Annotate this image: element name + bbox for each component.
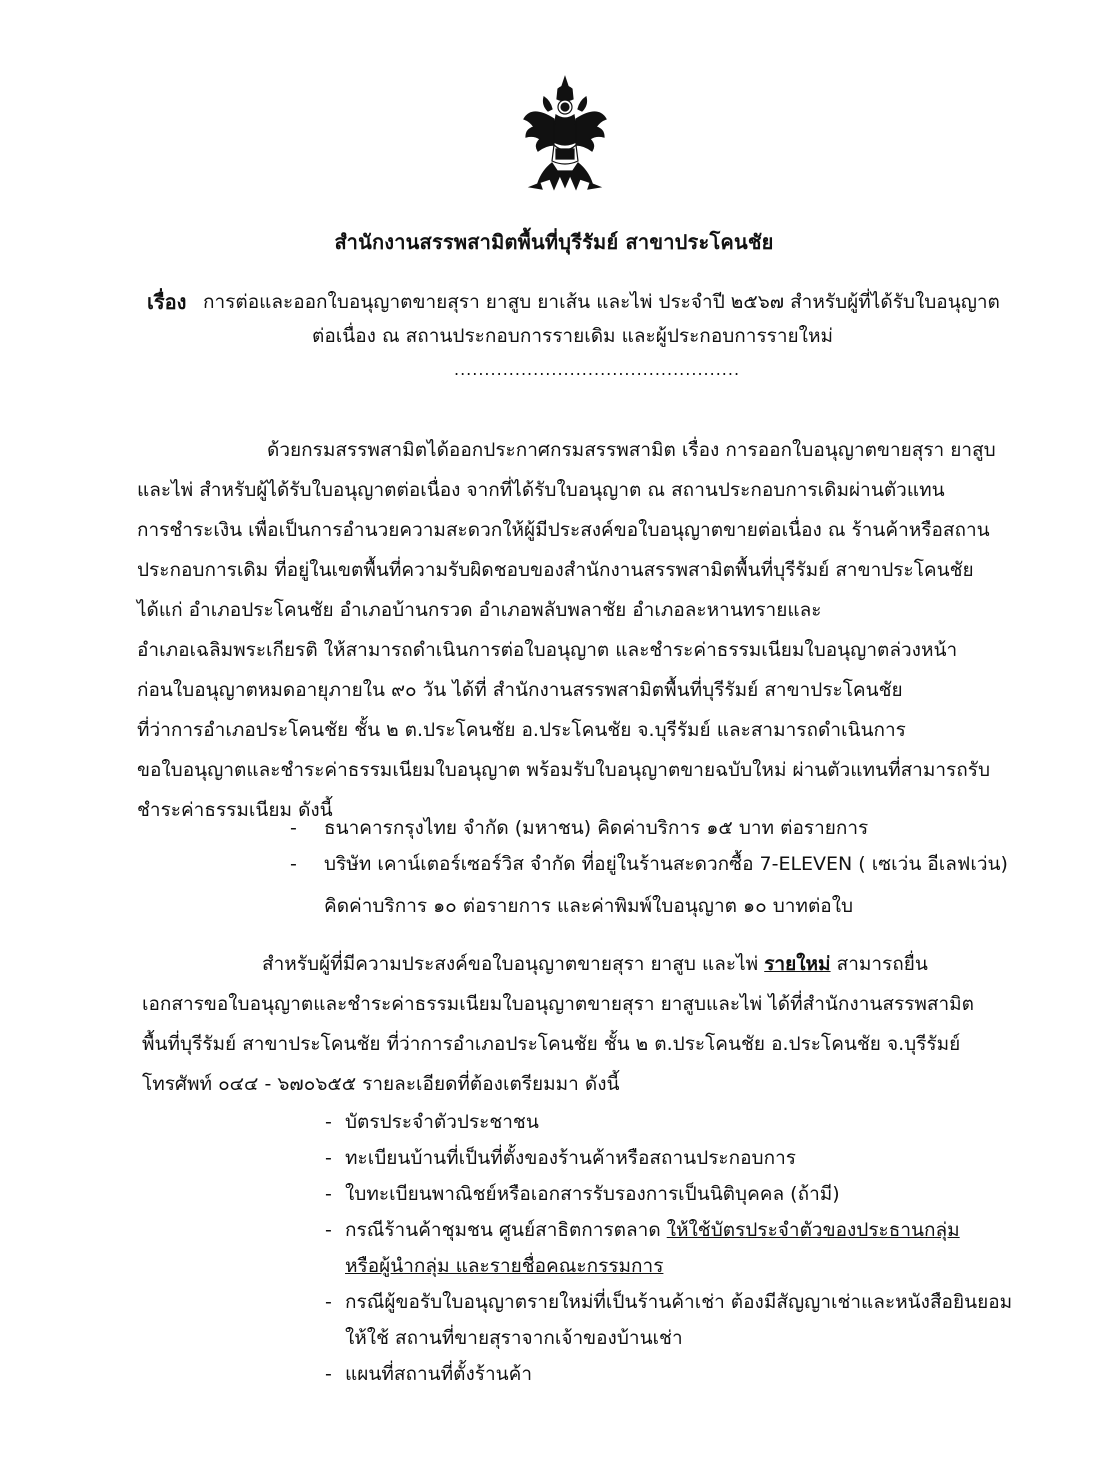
list-item bbox=[325, 1104, 1045, 1140]
paragraph-1-line: ก่อนใบอนุญาตหมดอายุภายใน ๙๐ วัน ได้ที่ สำนักงานสรรพสามิตพื้นที่บุรีรัมย์ สาขาประโคนชัย bbox=[137, 679, 903, 701]
new-applicant-emphasis: รายใหม่ bbox=[764, 953, 831, 975]
list-item-text: บัตรประจำตัวประชาชน bbox=[345, 1111, 539, 1133]
list-item bbox=[325, 1212, 1045, 1248]
paragraph-1-line: ได้แก่ อำเภอประโคนชัย อำเภอบ้านกรวด อำเภอพลับพลาชัย อำเภอละหานทรายและ bbox=[137, 599, 822, 621]
subject-line-1: การต่อและออกใบอนุญาตขายสุรา ยาสูบ ยาเส้น และไพ่ ประจำปี ๒๕๖๗ สำหรับผู้ที่ได้รับใบอนุญาต bbox=[203, 291, 1000, 313]
list-dash: - bbox=[290, 817, 297, 839]
list-item-text-underlined: ให้ใช้บัตรประจำตัวของประธานกลุ่ม bbox=[666, 1219, 960, 1241]
paragraph-1 bbox=[137, 430, 1027, 830]
list-item-text bbox=[345, 1212, 960, 1248]
list-item bbox=[325, 1140, 1045, 1176]
list-dash: - bbox=[325, 1219, 332, 1241]
paragraph-1-line: ที่ว่าการอำเภอประโคนชัย ชั้น ๒ ต.ประโคนชัย อ.ประโคนชัย จ.บุรีรัมย์ และสามารถดำเนินการ bbox=[137, 719, 906, 741]
list-dash: - bbox=[325, 1291, 332, 1313]
list-item-text-underlined: หรือผู้นำกลุ่ม และรายชื่อคณะกรรมการ bbox=[345, 1255, 664, 1277]
list-dash: - bbox=[290, 853, 297, 875]
list-item bbox=[290, 810, 1050, 846]
list-item-text: กรณีผู้ขอรับใบอนุญาตรายใหม่ที่เป็นร้านค้าเช่า ต้องมีสัญญาเช่าและหนังสือยินยอม bbox=[345, 1291, 1013, 1313]
paragraph-1-line: ด้วยกรมสรรพสามิตได้ออกประกาศกรมสรรพสามิต เรื่อง การออกใบอนุญาตขายสุรา ยาสูบ bbox=[267, 439, 996, 461]
garuda-emblem-icon bbox=[520, 75, 610, 193]
list-dash: - bbox=[325, 1111, 332, 1133]
separator: ............................................... bbox=[454, 360, 741, 379]
list-item-continuation: คิดค่าบริการ ๑๐ ต่อรายการ และค่าพิมพ์ใบอนุญาต ๑๐ บาทต่อใบ bbox=[324, 895, 854, 917]
required-documents-list bbox=[325, 1104, 1045, 1392]
list-item-text: บริษัท เคาน์เตอร์เซอร์วิส จำกัด ที่อยู่ในร้านสะดวกซื้อ 7-ELEVEN ( เซเว่น อีเลฟเว่น) bbox=[324, 853, 1008, 875]
list-item-text: แผนที่สถานที่ตั้งร้านค้า bbox=[345, 1363, 533, 1385]
list-item-continuation bbox=[325, 1248, 1045, 1284]
paragraph-1-line: ประกอบการเดิม ที่อยู่ในเขตพื้นที่ความรับผิดชอบของสำนักงานสรรพสามิตพื้นที่บุรีรัมย์ สาขาประโคนชัย bbox=[137, 559, 974, 581]
list-item-continuation: ให้ใช้ สถานที่ขายสุราจากเจ้าของบ้านเช่า bbox=[345, 1327, 683, 1349]
list-item-text: ธนาคารกรุงไทย จำกัด (มหาชน) คิดค่าบริการ ๑๕ บาท ต่อรายการ bbox=[324, 817, 869, 839]
paragraph-2-text: สามารถยื่น bbox=[830, 953, 928, 975]
list-item-text: ใบทะเบียนพาณิชย์หรือเอกสารรับรองการเป็นนิติบุคคล (ถ้ามี) bbox=[345, 1183, 840, 1205]
list-item bbox=[325, 1284, 1045, 1320]
paragraph-1-line: การชำระเงิน เพื่อเป็นการอำนวยความสะดวกให้ผู้มีประสงค์ขอใบอนุญาตขายต่อเนื่อง ณ ร้านค้าหรือสถาน bbox=[137, 519, 990, 541]
paragraph-2-line bbox=[142, 944, 1032, 984]
list-dash: - bbox=[325, 1147, 332, 1169]
payment-agents-list bbox=[290, 810, 1050, 924]
list-dash: - bbox=[325, 1183, 332, 1205]
paragraph-2-line: เอกสารขอใบอนุญาตและชำระค่าธรรมเนียมใบอนุญาตขายสุรา ยาสูบและไพ่ ได้ที่สำนักงานสรรพสามิต bbox=[142, 993, 975, 1015]
subject-line-2: ต่อเนื่อง ณ สถานประกอบการรายเดิม และผู้ประกอบการรายใหม่ bbox=[312, 325, 833, 347]
list-item-text: ทะเบียนบ้านที่เป็นที่ตั้งของร้านค้าหรือสถานประกอบการ bbox=[345, 1147, 796, 1169]
paragraph-1-line: และไพ่ สำหรับผู้ได้รับใบอนุญาตต่อเนื่อง จากที่ได้รับใบอนุญาต ณ สถานประกอบการเดิมผ่านตัวแทน bbox=[137, 479, 945, 501]
subject-label: เรื่อง bbox=[147, 290, 187, 314]
list-item bbox=[325, 1176, 1045, 1212]
paragraph-1-line: ขอใบอนุญาตและชำระค่าธรรมเนียมใบอนุญาต พร้อมรับใบอนุญาตขายฉบับใหม่ ผ่านตัวแทนที่สามารถรับ bbox=[137, 759, 991, 781]
list-dash: - bbox=[325, 1363, 332, 1385]
paragraph-2-line: พื้นที่บุรีรัมย์ สาขาประโคนชัย ที่ว่าการอำเภอประโคนชัย ชั้น ๒ ต.ประโคนชัย อ.ประโคนชัย จ.บุรีรัมย์ bbox=[142, 1033, 961, 1055]
list-item bbox=[290, 846, 1050, 882]
paragraph-2 bbox=[142, 944, 1032, 1104]
list-item-text-plain: กรณีร้านค้าชุมชน ศูนย์สาธิตการตลาด bbox=[345, 1219, 667, 1241]
paragraph-1-line: อำเภอเฉลิมพระเกียรติ ให้สามารถดำเนินการต่อใบอนุญาต และชำระค่าธรรมเนียมใบอนุญาตล่วงหน้า bbox=[137, 639, 958, 661]
paragraph-2-text: สำหรับผู้ที่มีความประสงค์ขอใบอนุญาตขายสุรา ยาสูบ และไพ่ bbox=[262, 953, 765, 975]
list-item bbox=[325, 1356, 1045, 1392]
paragraph-1-line: ชำระค่าธรรมเนียม ดังนี้ bbox=[137, 799, 333, 821]
agency-title: สำนักงานสรรพสามิตพื้นที่บุรีรัมย์ สาขาประโคนชัย bbox=[334, 230, 774, 254]
paragraph-2-line: โทรศัพท์ ๐๔๔ - ๖๗๐๖๕๕ รายละเอียดที่ต้องเตรียมมา ดังนี้ bbox=[142, 1073, 620, 1095]
